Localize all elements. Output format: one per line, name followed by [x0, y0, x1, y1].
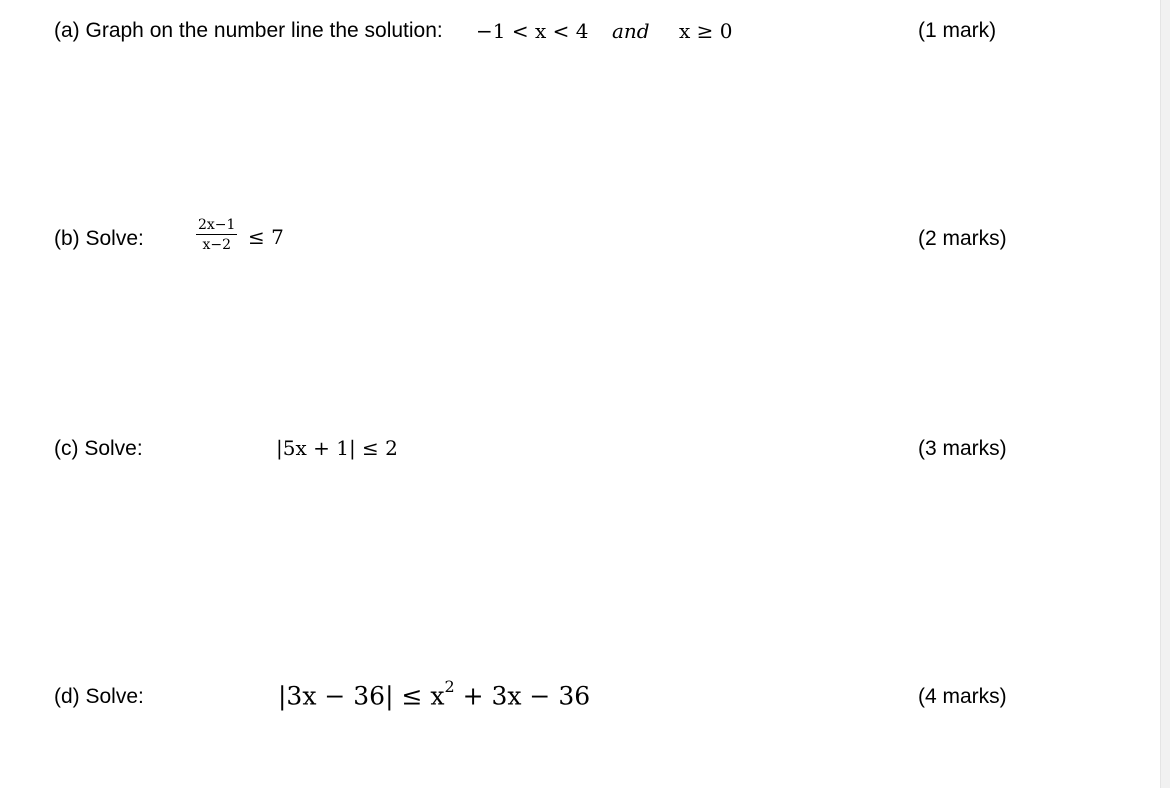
question-a-inequality-2: x ≥ 0: [679, 19, 733, 43]
question-b-fraction: [196, 218, 237, 252]
question-b-denominator: x−2: [202, 237, 231, 253]
question-b-numerator: 2x−1: [198, 217, 236, 233]
question-b-marks: (2 marks): [918, 227, 1007, 250]
question-d-marks: (4 marks): [918, 685, 1007, 708]
question-c-label: (c) Solve:: [54, 437, 143, 460]
question-a-conjunction: and: [612, 19, 650, 43]
question-b-rhs: ≤ 7: [248, 225, 284, 249]
question-a-label: (a) Graph on the number line the solution:: [54, 19, 443, 42]
question-a-marks: (1 mark): [918, 19, 997, 42]
question-b-label: (b) Solve:: [54, 227, 144, 250]
question-d-expression-right: + 3x − 36: [454, 681, 591, 711]
question-d-exponent: 2: [444, 677, 455, 696]
question-d-label: (d) Solve:: [54, 685, 144, 708]
question-c-marks: (3 marks): [918, 437, 1007, 460]
question-d-expression-left: |3x − 36| ≤ x: [278, 681, 445, 711]
vertical-scrollbar[interactable]: [1160, 0, 1170, 788]
question-c-expression: |5x + 1| ≤ 2: [276, 436, 398, 460]
question-d-expression: [278, 677, 591, 711]
question-a-inequality-1: −1 < x < 4: [476, 19, 589, 43]
